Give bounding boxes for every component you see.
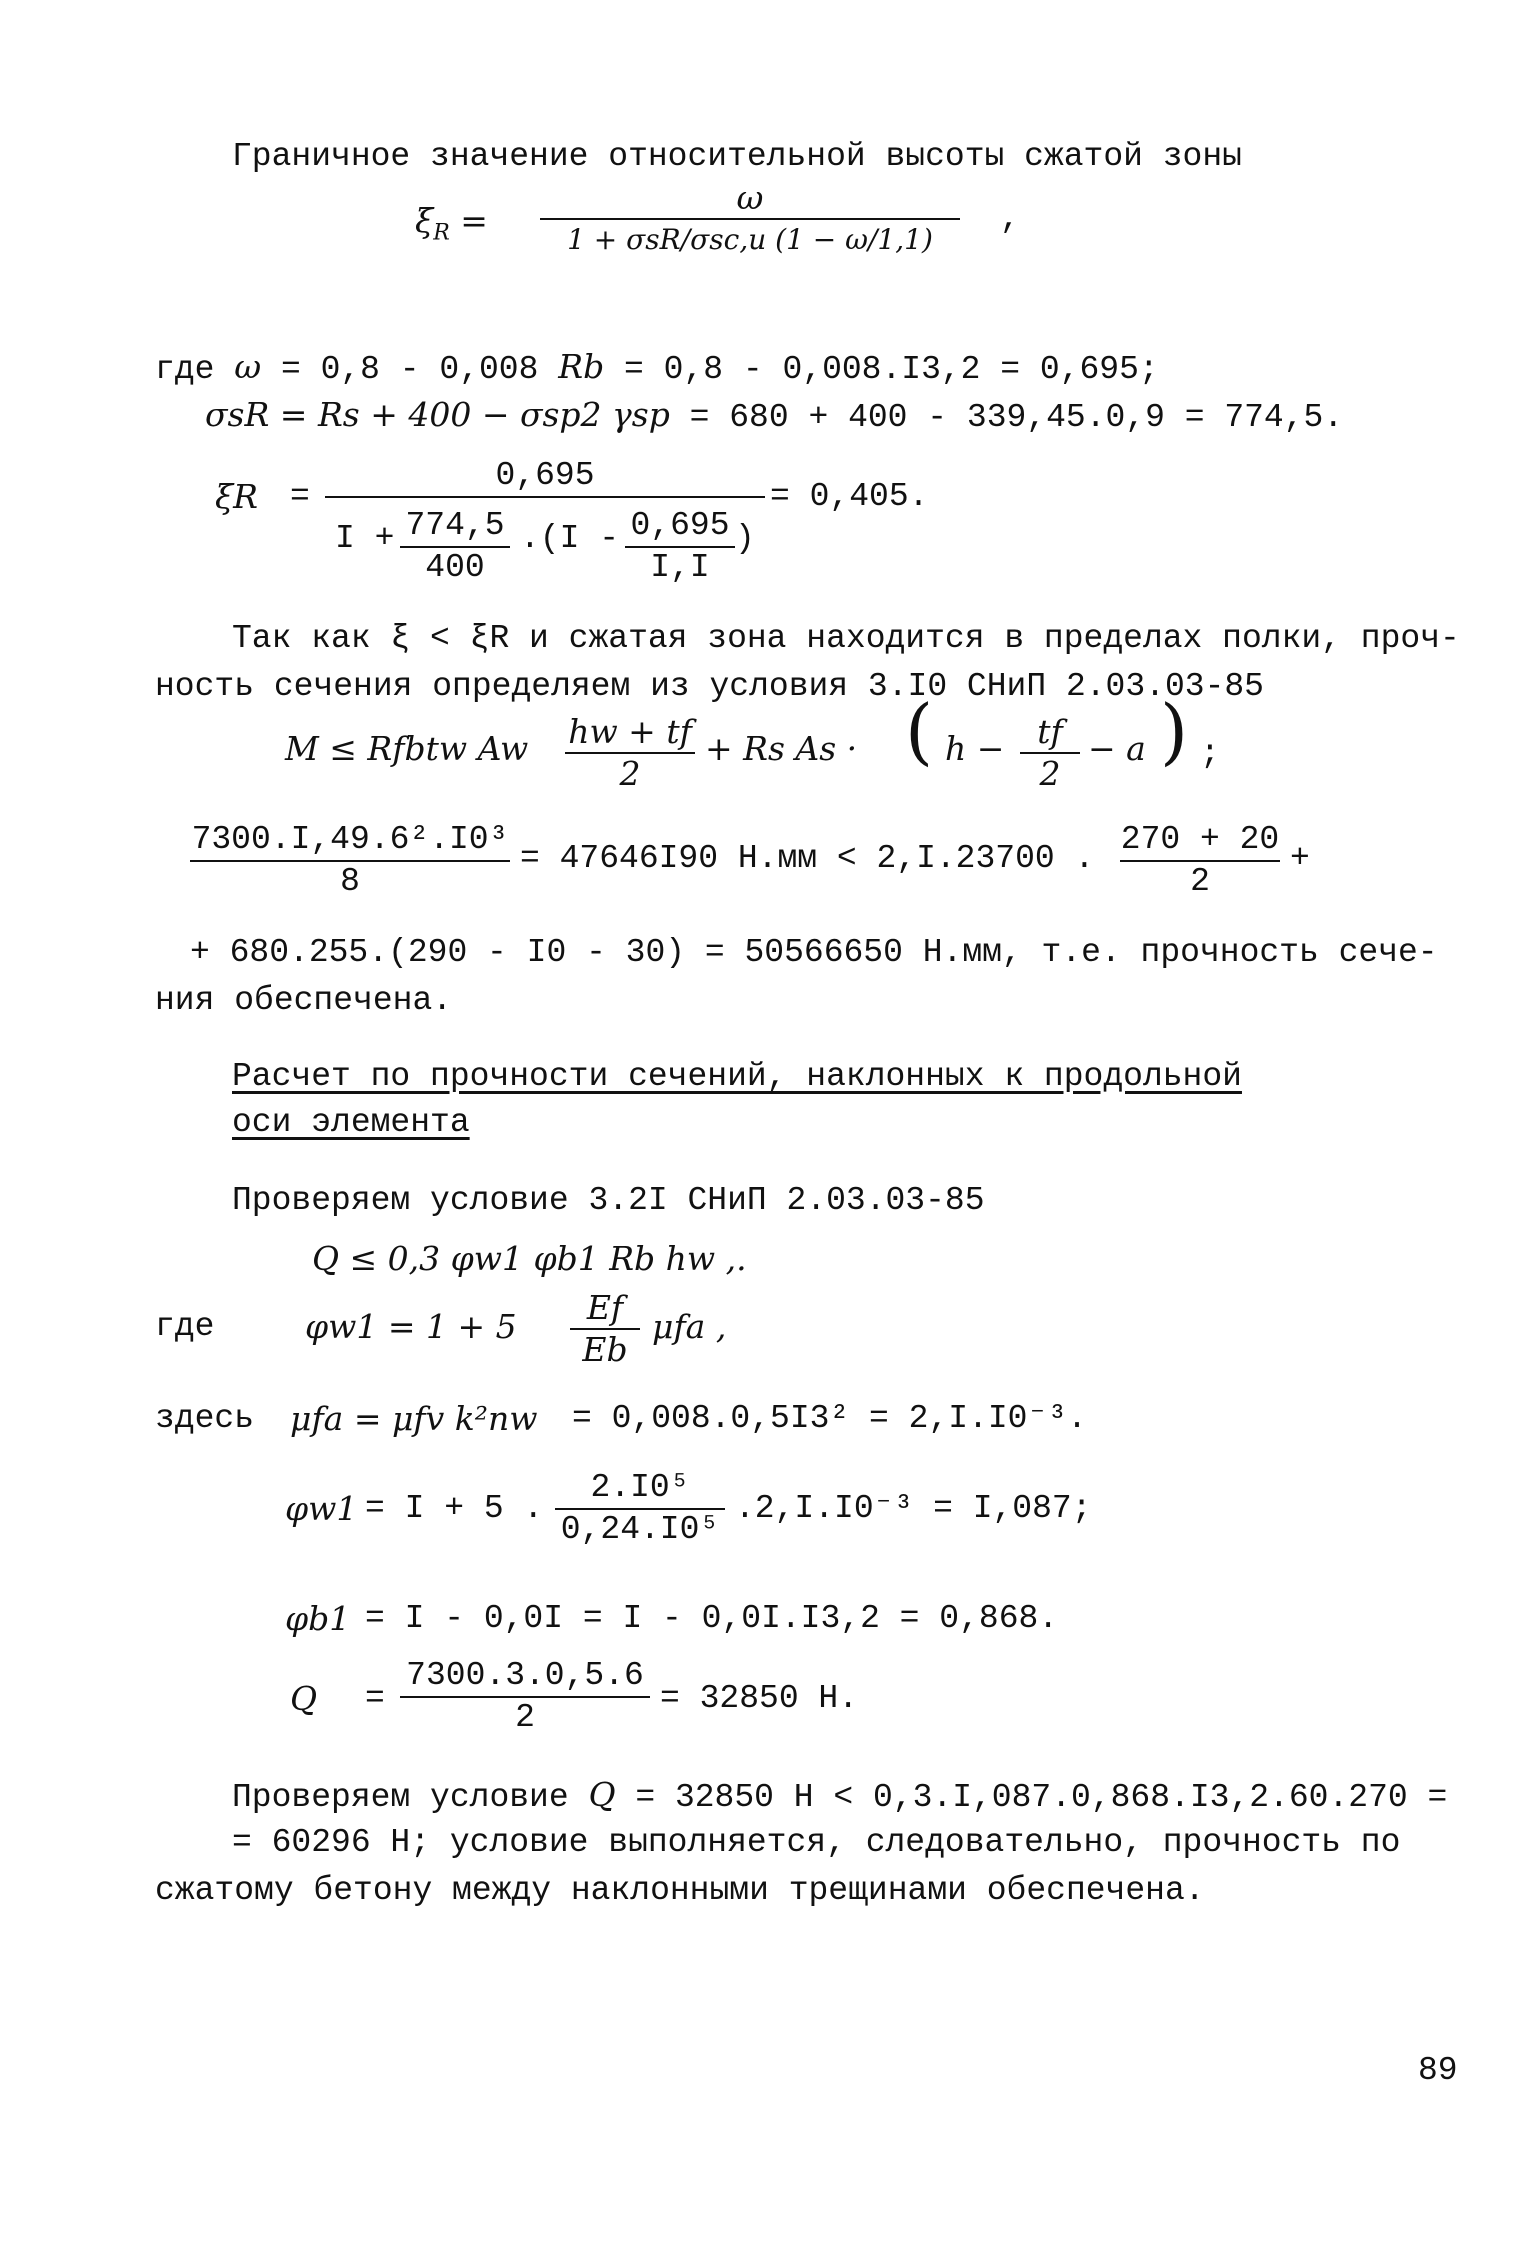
text-here: здесь — [155, 1400, 255, 1437]
formula-phi-w1-lhs: φw1 = 1 + 5 — [305, 1307, 517, 1346]
formula-mu-fa-value: = 0,008.0,5I3² = 2,I.I0⁻³. — [572, 1400, 1087, 1437]
formula-xiR-den-close: ) — [735, 520, 755, 557]
formula-condition-a: M ≤ Rfbtw Aw — [285, 729, 529, 768]
text-paragraph-2a: + 680.255.(290 - I0 - 30) = 50566650 Н.мм, т.е. прочность сече- — [190, 934, 1438, 971]
text-paragraph-4c: сжатому бетону между наклонными трещинами обеспечена. — [155, 1872, 1205, 1909]
text-paragraph-4b: = 60296 Н; условие выполняется, следовательно, прочность по — [232, 1824, 1401, 1861]
formula-phi-w1-2-frac: 2.I0⁵ 0,24.I0⁵ — [555, 1468, 725, 1550]
formula-q-result: = 32850 Н. — [660, 1680, 859, 1717]
formula-mu-fa: μfa = μfv k²nw — [290, 1399, 538, 1438]
formula-phi-w1-2-lhs: φw1 — [285, 1489, 358, 1528]
text-paragraph-3: Проверяем условие 3.2I СНиП 2.03.03-85 — [232, 1182, 985, 1219]
calc-moment-frac: 7300.I,49.6².I0³ 8 — [191, 821, 509, 900]
formula-xi-fraction: ω 1 + σsR/σsc,u (1 − ω/1,1) — [540, 178, 960, 260]
text-paragraph-2b: ния обеспечена. — [155, 982, 453, 1019]
text-paragraph-1b: ность сечения определяем из условия 3.I0 СНиП 2.03.03-85 — [155, 668, 1264, 705]
text-sigma-sR: σsR = Rs + 400 − σsp2 γsp = 680 + 400 - 339,45.0,9 = 774,5. — [205, 395, 1344, 436]
formula-xiR-fraction: 0,695 — [325, 456, 765, 498]
formula-q-frac: 7300.3.0,5.6 2 — [400, 1656, 650, 1738]
formula-xiR-lhs: ξR — [215, 477, 259, 516]
section-heading-line-2: оси элемента — [232, 1104, 470, 1141]
formula-condition-c-b: − a — [1088, 729, 1146, 768]
calc-moment-plus: + — [1290, 840, 1310, 877]
formula-phi-w1-2-b: .2,I.I0⁻³ = I,087; — [735, 1490, 1092, 1527]
formula-xiR-den-c: 0,695 I,I — [625, 506, 735, 588]
formula-phi-w1-2-a: = I + 5 . — [365, 1490, 544, 1527]
text-paragraph-4a: Проверяем условие Q = 32850 Н < 0,3.I,087.0,868.I3,2.60.270 = — [232, 1775, 1448, 1816]
formula-phi-b1-lhs: φb1 — [285, 1599, 351, 1638]
text-where-omega: где ω = 0,8 - 0,008 Rb = 0,8 - 0,008.I3,2 = 0,695; — [155, 347, 1159, 388]
text-paragraph-1a: Так как ξ < ξR и сжатая зона находится в пределах полки, проч- — [232, 620, 1460, 657]
formula-condition-paren-close: ) — [1160, 689, 1189, 773]
formula-condition-b: + Rs As · — [705, 729, 858, 768]
text-intro: Граничное значение относительной высоты сжатой зоны — [232, 138, 1242, 175]
formula-xiR-den-b: .(I - — [520, 520, 620, 557]
formula-q-condition: Q ≤ 0,3 φw1 φb1 Rb hw ,. — [312, 1239, 747, 1278]
formula-q-eq: = — [365, 1680, 385, 1717]
section-heading-line-1: Расчет по прочности сечений, наклонных к продольной — [232, 1058, 1242, 1095]
formula-xiR-den-frac: 774,5 400 — [400, 506, 510, 588]
formula-phi-w1-frac: Ef Eb — [570, 1288, 640, 1370]
formula-condition-semicolon: ; — [1200, 735, 1220, 772]
formula-xiR-eq: = — [290, 478, 310, 515]
formula-xi-comma: , — [1000, 200, 1020, 237]
text-where-2: где — [155, 1308, 215, 1345]
calc-moment-b: = 47646I90 Н.мм < 2,I.23700 . — [520, 840, 1095, 877]
formula-condition-paren-open: ( — [905, 689, 934, 773]
formula-phi-b1-rhs: = I - 0,0I = I - 0,0I.I3,2 = 0,868. — [365, 1600, 1059, 1637]
formula-xiR-result: = 0,405. — [770, 478, 929, 515]
formula-condition-frac: hw + tf 2 — [565, 712, 695, 794]
formula-condition-c-a: h − — [945, 729, 1005, 768]
calc-moment-c-frac: 270 + 20 2 — [1120, 821, 1280, 900]
formula-q-lhs: Q — [290, 1679, 318, 1718]
formula-phi-w1-rhs: μfa , — [652, 1307, 727, 1346]
formula-condition-c-frac: tf 2 — [1020, 712, 1080, 794]
page-number: 89 — [1418, 2052, 1458, 2089]
formula-xiR-den-a: I + — [335, 520, 395, 557]
formula-xi-lhs: $\xi_R$ = — [415, 201, 488, 246]
